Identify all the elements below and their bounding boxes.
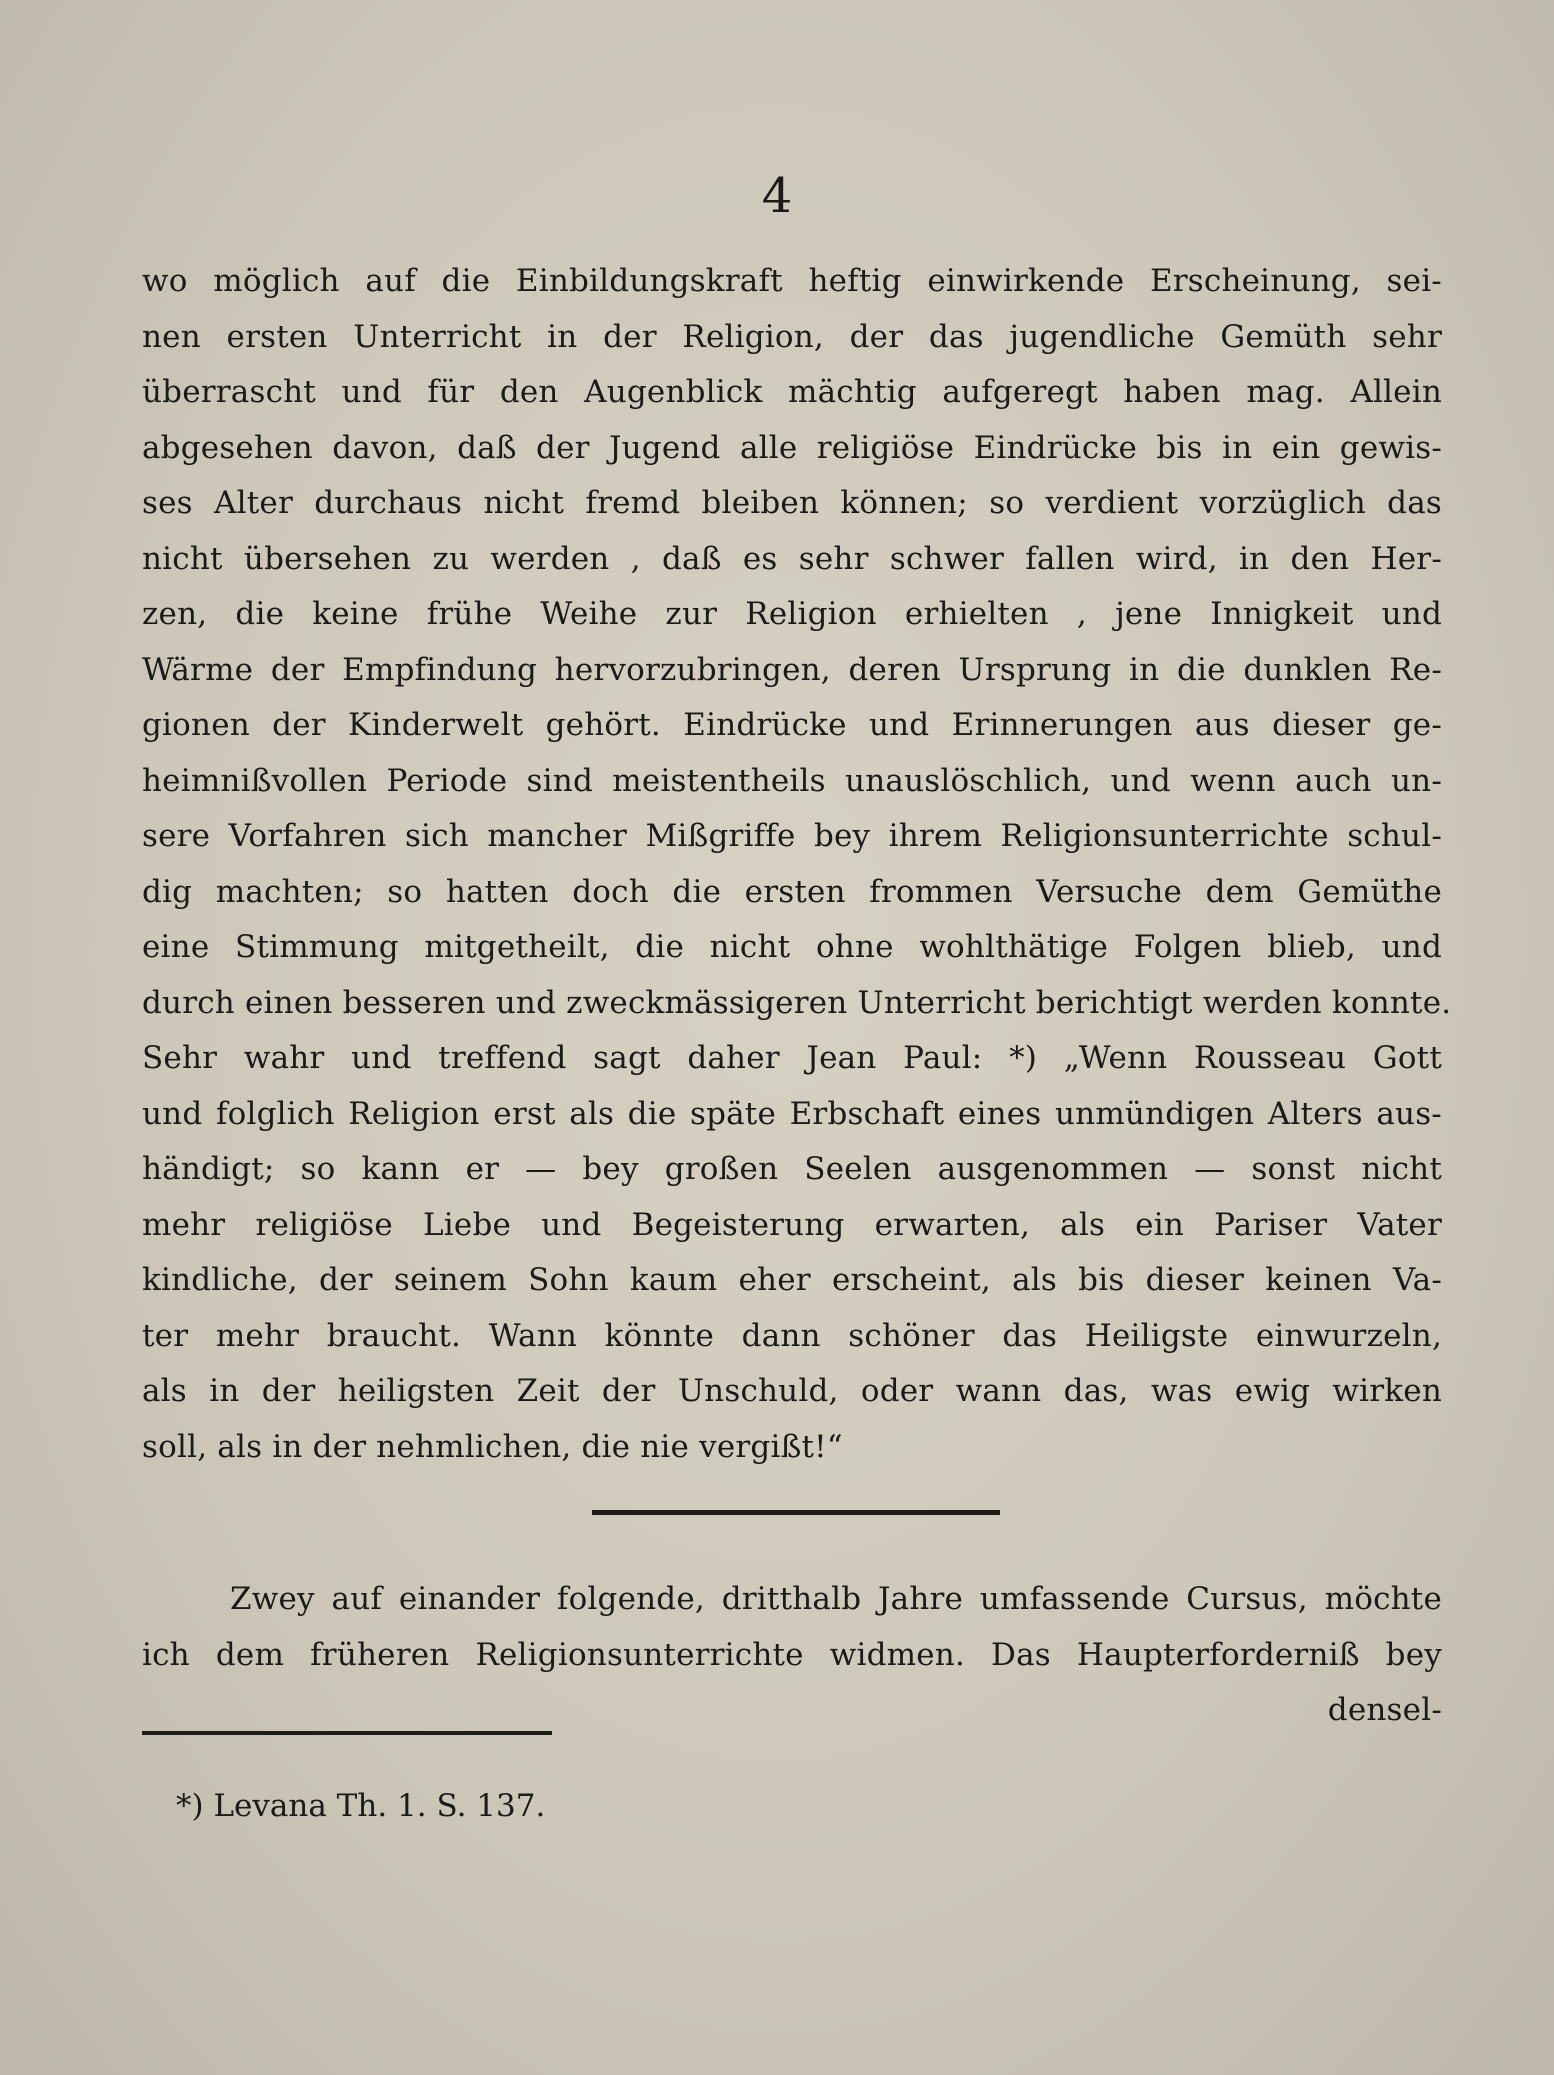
text-line: Wärme der Empfindung hervorzubringen, deren Ursprung in die dunklen Re- bbox=[142, 651, 1442, 688]
text-line: ter mehr braucht. Wann könnte dann schöner das Heiligste einwurzeln, bbox=[142, 1317, 1442, 1354]
text-line: wo möglich auf die Einbildungskraft heftig einwirkende Erscheinung, sei- bbox=[142, 263, 1442, 299]
text-line: überrascht und für den Augenblick mächtig aufgeregt haben mag. Allein bbox=[142, 374, 1442, 410]
page-number: 4 bbox=[761, 168, 793, 224]
text-line: gionen der Kinderwelt gehört. Eindrücke und Erinnerungen aus dieser ge- bbox=[142, 707, 1442, 743]
text-line: Sehr wahr und treffend sagt daher Jean Paul: *) „Wenn Rousseau Gott bbox=[142, 1040, 1442, 1076]
text-line: heimnißvollen Periode sind meistentheils unauslöschlich, und wenn auch un- bbox=[142, 762, 1442, 799]
catchword: densel- bbox=[1327, 1692, 1442, 1728]
text-line: als in der heiligsten Zeit der Unschuld, oder wann das, was ewig wirken bbox=[142, 1373, 1442, 1409]
text-line: kindliche, der seinem Sohn kaum eher erscheint, als bis dieser keinen Va- bbox=[142, 1262, 1442, 1298]
text-line: nicht übersehen zu werden , daß es sehr schwer fallen wird, in den Her- bbox=[142, 540, 1442, 577]
text-line: durch einen besseren und zweckmässigeren Unterricht berichtigt werden konnte. bbox=[142, 984, 1452, 1021]
section-divider bbox=[592, 1510, 1000, 1515]
second-paragraph bbox=[142, 1572, 1442, 1739]
main-paragraph bbox=[142, 254, 1452, 1475]
footnote-divider bbox=[142, 1731, 552, 1735]
footnote: *) Levana Th. 1. S. 137. bbox=[176, 1788, 546, 1824]
text-line: Zwey auf einander folgende, dritthalb Jahre umfassende Cursus, möchte bbox=[230, 1581, 1442, 1617]
text-line: und folglich Religion erst als die späte Erbschaft eines unmündigen Alters aus- bbox=[142, 1095, 1442, 1132]
text-line: eine Stimmung mitgetheilt, die nicht ohne wohlthätige Folgen blieb, und bbox=[142, 929, 1442, 965]
text-line: soll, als in der nehmlichen, die nie vergißt!“ bbox=[142, 1428, 843, 1465]
text-line: dig machten; so hatten doch die ersten frommen Versuche dem Gemüthe bbox=[142, 873, 1442, 910]
text-line: ses Alter durchaus nicht fremd bleiben können; so verdient vorzüglich das bbox=[142, 485, 1442, 521]
text-line: nen ersten Unterricht in der Religion, der das jugendliche Gemüth sehr bbox=[142, 318, 1442, 355]
text-line: mehr religiöse Liebe und Begeisterung erwarten, als ein Pariser Vater bbox=[142, 1206, 1442, 1243]
text-line: sere Vorfahren sich mancher Mißgriffe bey ihrem Religionsunterrichte schul- bbox=[142, 818, 1442, 854]
text-line: abgesehen davon, daß der Jugend alle religiöse Eindrücke bis in ein gewis- bbox=[142, 429, 1442, 466]
text-line: händigt; so kann er — bey großen Seelen ausgenommen — sonst nicht bbox=[142, 1151, 1442, 1187]
text-line: zen, die keine frühe Weihe zur Religion erhielten , jene Innigkeit und bbox=[142, 596, 1442, 632]
text-line: ich dem früheren Religionsunterrichte widmen. Das Haupterforderniß bey bbox=[142, 1636, 1442, 1673]
